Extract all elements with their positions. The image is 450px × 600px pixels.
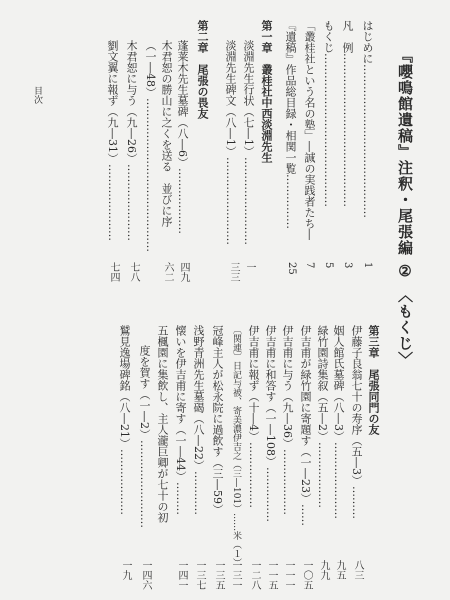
toc-entry: はじめに…………………………………… bbox=[361, 20, 374, 218]
toc-page-number: 一三五 bbox=[213, 560, 224, 590]
toc-entry: 淡淵先生碑文（八―1）…………………… bbox=[224, 40, 237, 245]
toc-page-number: 四九 bbox=[178, 262, 189, 282]
toc-page-number: 7 bbox=[304, 262, 315, 269]
toc-entry: もくじ…………………………………… bbox=[322, 20, 335, 207]
toc-page-number: 六二 bbox=[162, 262, 173, 282]
toc-page-number: 一 bbox=[244, 262, 255, 272]
toc-entry: 淡淵先生行状（七―1）…………………… bbox=[242, 40, 255, 245]
toc-entry: 五楓園に集飲し、主人瀧巨卿が七十の初 bbox=[156, 325, 169, 523]
toc-entry: （一―48）…………………………………… bbox=[144, 40, 157, 252]
toc-entry: 浅野青洲先生墓碣（八―22）………… bbox=[192, 325, 205, 515]
toc-page-number: 八三 bbox=[352, 560, 363, 580]
toc-entry: 伊吉甫が緑竹園に寄題す（一―23）…… bbox=[299, 325, 312, 526]
toc-page-number: 3 bbox=[342, 262, 353, 269]
toc-entry: 度を賀す（一―2）…………………… bbox=[138, 345, 151, 528]
toc-entry: 『遺稿』作品総目録・相関一覧…………… bbox=[284, 20, 297, 229]
toc-page-number: 一三七 bbox=[194, 560, 205, 590]
chapter-heading: 第三章 尾張同門の友 bbox=[367, 325, 380, 435]
toc-entry: 緑竹園詩集叙（五―2）……………… bbox=[316, 325, 329, 508]
page-footer-label: 目次 bbox=[32, 86, 42, 104]
page-title: 『嚶鳴館遺稿』注釈・尾張編 ② 〈もくじ〉 bbox=[396, 48, 414, 368]
toc-page-number: 一二八 bbox=[249, 560, 260, 590]
chapter-heading: 第二章 尾張の畏友 bbox=[196, 20, 209, 119]
toc-entry: 凡 例…………………………………… bbox=[341, 20, 354, 207]
toc-page-number: 1 bbox=[362, 262, 373, 269]
toc-entry: 伊吉甫に和答す（一―108）…………… bbox=[264, 325, 277, 522]
toc-entry: 〔関連〕日記与被、寄美濃伊吉之（三―101）……米（１） bbox=[231, 325, 241, 568]
toc-entry: 懐いを伊吉甫に寄す（一―44）……… bbox=[174, 325, 187, 515]
toc-entry: 蓬莱木先生墓碑（八―6）……………… bbox=[176, 40, 189, 234]
toc-page-number: 一九 bbox=[120, 560, 131, 580]
toc-entry: 鷲見逸場碑銘（八―21）……………… bbox=[118, 325, 131, 515]
toc-entry: 木君恕の勝山に之くを送る 並びに序 bbox=[160, 40, 173, 227]
toc-page-number: 一四六 bbox=[140, 560, 151, 590]
toc-entry: 姻人館氏墓碑（八―3）………………… bbox=[332, 325, 345, 519]
chapter-heading: 第一章 叢桂社中西淡淵先生 bbox=[260, 20, 273, 163]
toc-page-number: 九九 bbox=[318, 560, 329, 580]
toc-page-number: 一四一 bbox=[176, 560, 187, 590]
toc-page-number: 三三 bbox=[228, 262, 239, 282]
toc-page-number: 一〇五 bbox=[301, 560, 312, 590]
toc-page-number: 一一一 bbox=[283, 560, 294, 590]
toc-entry: 「叢桂社という名の塾」―誠の実践者たち― bbox=[303, 20, 316, 240]
toc-entry: 伊吉甫に与う（九―36）……………… bbox=[281, 325, 294, 515]
toc-page-number: 一三一 bbox=[230, 560, 241, 590]
toc-page-number: 25 bbox=[286, 262, 297, 275]
toc-page-number: 5 bbox=[323, 262, 334, 269]
toc-page-number: 九五 bbox=[334, 560, 345, 580]
toc-entry: 木君恕に与う（九―26）………………… bbox=[125, 40, 138, 241]
toc-entry: 伊藤子良翁七十の寿序（五―3）……… bbox=[350, 325, 363, 519]
toc-page-number: 七四 bbox=[108, 262, 119, 282]
toc-page-number: 七八 bbox=[128, 262, 139, 282]
toc-entry: 伊吉甫に報ず（十―4）……………… bbox=[247, 325, 260, 508]
toc-entry: 冠峰主人が松永院に過飲す（三―59） bbox=[211, 325, 224, 515]
toc-page-number: 一一五 bbox=[266, 560, 277, 590]
toc-entry: 劉文翼に報ず（九―31）………………… bbox=[106, 40, 119, 241]
